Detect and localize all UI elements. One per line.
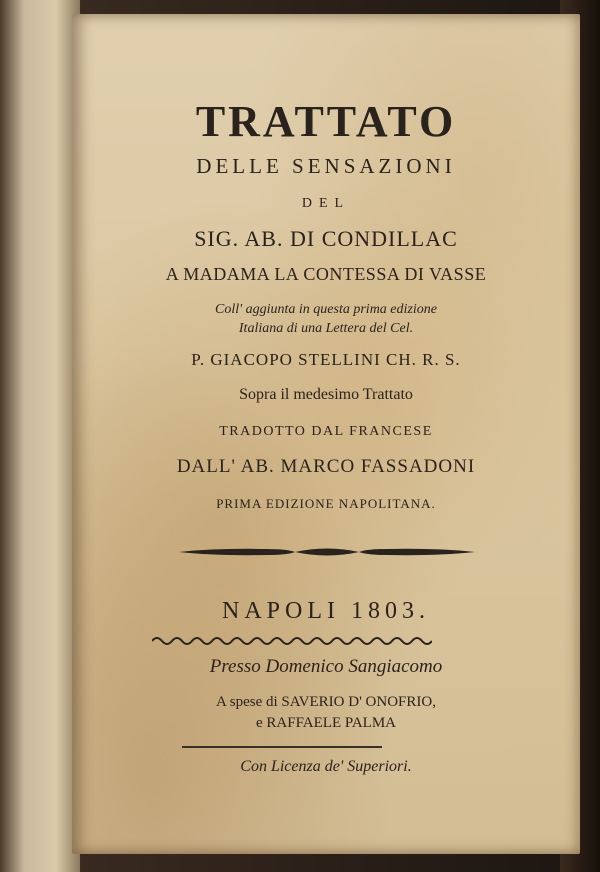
book-title: TRATTATO [195, 97, 457, 146]
imprint-license: Con Licenza de' Superiori. [240, 758, 412, 775]
title-page [72, 14, 580, 854]
imprint-expense [72, 692, 580, 734]
edition-note: PRIMA EDIZIONE NAPOLITANA. [216, 496, 436, 511]
book-addition [72, 300, 580, 338]
horizontal-rule [182, 746, 382, 748]
imprint-printer: Presso Domenico Sangiacomo [209, 656, 443, 677]
book-subtitle: DELLE SENSAZIONI [196, 154, 456, 178]
wavy-rule [152, 634, 432, 648]
letter-subject: Sopra il medesimo Trattato [239, 386, 413, 403]
translation-note: TRADOTTO DAL FRANCESE [219, 424, 433, 439]
book-preposition: DEL [301, 196, 351, 211]
book-addition-line-2: Italiana di una Lettera del Cel. [238, 321, 414, 336]
book-dedication: A MADAMA LA CONTESSA DI VASSE [165, 264, 487, 284]
letter-author: P. GIACOPO STELLINI CH. R. S. [191, 350, 461, 369]
ornament-divider [177, 542, 477, 562]
imprint-expense-line-1: A spese di SAVERIO D' ONOFRIO, [216, 694, 436, 710]
imprint-place-year: NAPOLI 1803. [222, 598, 430, 624]
translator: DALL' AB. MARCO FASSADONI [176, 456, 476, 477]
book-addition-line-1: Coll' aggiunta in questa prima edizione [215, 302, 437, 317]
book-cover-edge [0, 0, 82, 872]
book-author: SIG. AB. DI CONDILLAC [194, 226, 458, 251]
imprint-expense-line-2: e RAFFAELE PALMA [255, 715, 397, 731]
